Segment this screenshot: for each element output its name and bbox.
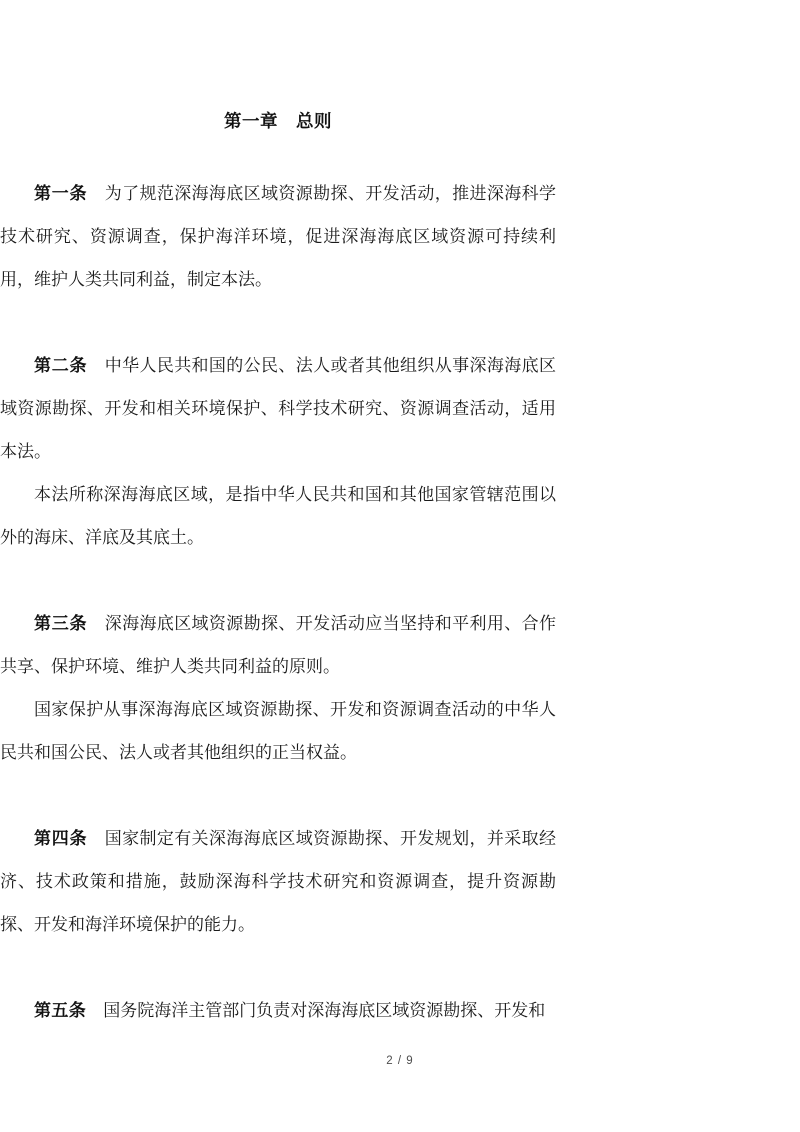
article-3: [0, 602, 556, 774]
article-2-marker: 第二条: [34, 356, 88, 375]
article-1-text-1: 为了规范深海海底区域资源勘探、开发活动，推进深海科学技术研究、资源调查，保护海洋环境，促进深海海底区域资源可持续利用，维护人类共同利益，制定本法。: [0, 184, 557, 289]
page-number: 2 / 9: [386, 1055, 414, 1067]
article-2-paragraph-2: 本法所称深海海底区域，是指中华人民共和国和其他国家管辖范围以外的海床、洋底及其底土。: [0, 485, 556, 547]
article-1: [0, 172, 556, 301]
document-body: [0, 172, 556, 1032]
article-3-text-1: 深海海底区域资源勘探、开发活动应当坚持和平利用、合作共享、保护环境、维护人类共同利益的原则。: [0, 614, 557, 676]
article-5-marker: 第五条: [34, 1001, 87, 1020]
chapter-title: 第一章 总则: [224, 111, 332, 131]
article-4-text-1: 国家制定有关深海海底区域资源勘探、开发规划，并采取经济、技术政策和措施，鼓励深海科学技术研究和资源调查，提升资源勘探、开发和海洋环境保护的能力。: [0, 829, 557, 934]
article-2-text-1: 中华人民共和国的公民、法人或者其他组织从事深海海底区域资源勘探、开发和相关环境保护、科学技术研究、资源调查活动，适用本法。: [0, 356, 557, 461]
article-1-marker: 第一条: [34, 184, 88, 203]
article-5-text-1: 国务院海洋主管部门负责对深海海底区域资源勘探、开发和: [103, 1001, 546, 1020]
article-4-paragraph-1: [0, 817, 556, 946]
article-5: [0, 989, 556, 1032]
article-2-paragraph-1: [0, 344, 556, 473]
article-3-marker: 第三条: [34, 614, 88, 633]
article-3-paragraph-1: [0, 602, 556, 688]
article-4-marker: 第四条: [34, 829, 88, 848]
article-1-paragraph-1: [0, 172, 556, 301]
article-2: [0, 344, 556, 559]
article-5-paragraph-1: [0, 989, 556, 1032]
article-4: [0, 817, 556, 946]
article-3-paragraph-2: 国家保护从事深海海底区域资源勘探、开发和资源调查活动的中华人民共和国公民、法人或者其他组织的正当权益。: [0, 700, 556, 762]
